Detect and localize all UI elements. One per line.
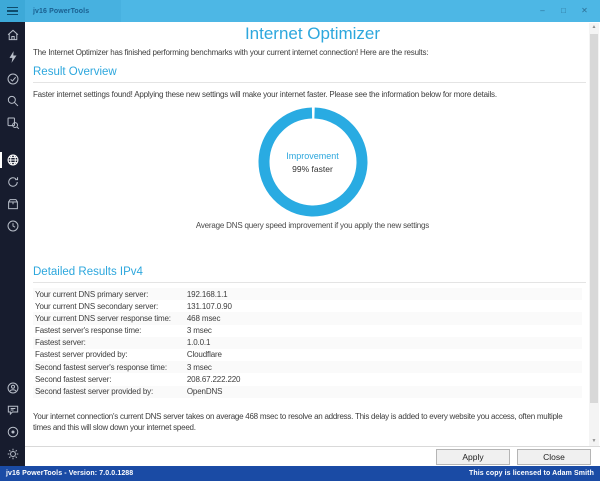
minimize-button[interactable]: – <box>540 6 545 15</box>
sidebar-item-updates[interactable] <box>0 171 25 193</box>
lightning-icon <box>6 50 20 64</box>
globe-icon <box>6 153 20 167</box>
result-overview-description: Faster internet settings found! Applying these new settings will make your internet faster. Please see the information below for more details. <box>33 90 497 99</box>
statusbar <box>0 466 600 481</box>
scroll-up-arrow-icon[interactable]: ▲ <box>591 24 597 30</box>
sync-icon <box>6 175 20 189</box>
row-value: 192.168.1.1 <box>185 288 582 300</box>
sidebar-divider <box>0 134 25 149</box>
row-value: OpenDNS <box>185 386 582 398</box>
table-row <box>33 288 582 300</box>
statusbar-license-text: This copy is licensed to Adam Smith <box>469 470 594 477</box>
row-label: Second fastest server provided by: <box>33 386 185 398</box>
search-icon <box>6 94 20 108</box>
row-value: 3 msec <box>185 361 582 373</box>
row-label: Your current DNS primary server: <box>33 288 185 300</box>
sidebar-item-history[interactable] <box>0 215 25 237</box>
sidebar-item-badge[interactable] <box>0 421 25 443</box>
sidebar-item-home[interactable] <box>0 24 25 46</box>
section-heading-detailed-results: Detailed Results IPv4 <box>33 266 586 283</box>
statusbar-version-text: jv16 PowerTools - Version: 7.0.0.1288 <box>6 470 134 477</box>
row-value: 1.0.0.1 <box>185 337 582 349</box>
table-row <box>33 325 582 337</box>
app-tab-title: jv16 PowerTools <box>33 7 90 15</box>
row-label: Your current DNS secondary server: <box>35 301 159 311</box>
table-row <box>33 312 582 324</box>
row-value: 3 msec <box>186 326 212 336</box>
row-label: Fastest server's response time: <box>35 326 142 336</box>
table-row <box>33 300 582 312</box>
sidebar-item-uninstaller[interactable] <box>0 193 25 215</box>
scrollbar-track[interactable] <box>589 32 599 437</box>
row-value: 468 msec <box>185 312 582 324</box>
table-row <box>33 386 582 398</box>
scroll-down-arrow-icon[interactable]: ▼ <box>591 438 597 444</box>
sidebar-item-support[interactable] <box>0 377 25 399</box>
vertical-scrollbar[interactable] <box>589 23 599 446</box>
row-label: Second fastest server: <box>35 374 112 384</box>
sidebar-item-internet-optimizer[interactable] <box>0 149 25 171</box>
app-tab[interactable] <box>25 0 121 22</box>
row-label: Fastest server provided by: <box>35 350 128 360</box>
clock-icon <box>6 219 20 233</box>
donut-center-value: 99% faster <box>292 163 333 174</box>
check-circle-icon <box>6 72 20 86</box>
row-label: Second fastest server's response time: <box>33 361 185 373</box>
sidebar-bottom-group <box>0 377 25 465</box>
apply-button[interactable]: Apply <box>436 449 510 465</box>
titlebar <box>0 0 600 22</box>
sidebar-item-speedup[interactable] <box>0 46 25 68</box>
row-value: 208.67.222.220 <box>186 374 241 384</box>
content-area <box>25 22 600 466</box>
donut-center-label: Improvement <box>286 150 339 161</box>
sidebar-item-health[interactable] <box>0 68 25 90</box>
row-value: Cloudflare <box>186 350 222 360</box>
sidebar-item-feedback[interactable] <box>0 399 25 421</box>
maximize-button[interactable]: □ <box>561 6 566 15</box>
home-icon <box>6 28 20 42</box>
sidebar-item-settings[interactable] <box>0 443 25 465</box>
row-label: Your current DNS server response time: <box>33 312 185 324</box>
hamburger-icon <box>7 7 18 9</box>
chat-bubble-icon <box>6 403 20 417</box>
page-title: Internet Optimizer <box>244 24 381 43</box>
table-row <box>33 373 582 385</box>
ring-badge-icon <box>6 425 20 439</box>
table-row <box>33 361 582 373</box>
close-button[interactable]: Close <box>517 449 591 465</box>
sidebar-item-find-files[interactable] <box>0 112 25 134</box>
dns-note: Your internet connection's current DNS server takes on average 468 msec to resolve an address. This delay is added to every website you access, often multiple times and this will slow down your internet speed. <box>33 411 563 432</box>
window-controls <box>532 0 600 22</box>
gear-icon <box>6 447 20 461</box>
table-row <box>33 349 582 361</box>
row-value: 131.107.0.90 <box>186 301 232 311</box>
results-table <box>33 288 582 398</box>
package-icon <box>6 197 20 211</box>
section-heading-result-overview: Result Overview <box>33 66 586 83</box>
row-label: Fastest server: <box>33 337 185 349</box>
support-person-icon <box>6 381 20 395</box>
chart-caption: Average DNS query speed improvement if you apply the new settings <box>195 221 430 230</box>
menu-button[interactable] <box>0 0 25 22</box>
intro-text: The Internet Optimizer has finished performing benchmarks with your current internet connection! Here are the results: <box>33 48 429 57</box>
sidebar-item-search[interactable] <box>0 90 25 112</box>
improvement-chart <box>25 107 600 217</box>
table-row <box>33 337 582 349</box>
sidebar <box>0 22 25 466</box>
scrollbar-thumb[interactable] <box>590 34 598 403</box>
search-files-icon <box>6 116 20 130</box>
close-window-button[interactable]: ✕ <box>581 6 588 15</box>
button-row <box>25 446 600 466</box>
